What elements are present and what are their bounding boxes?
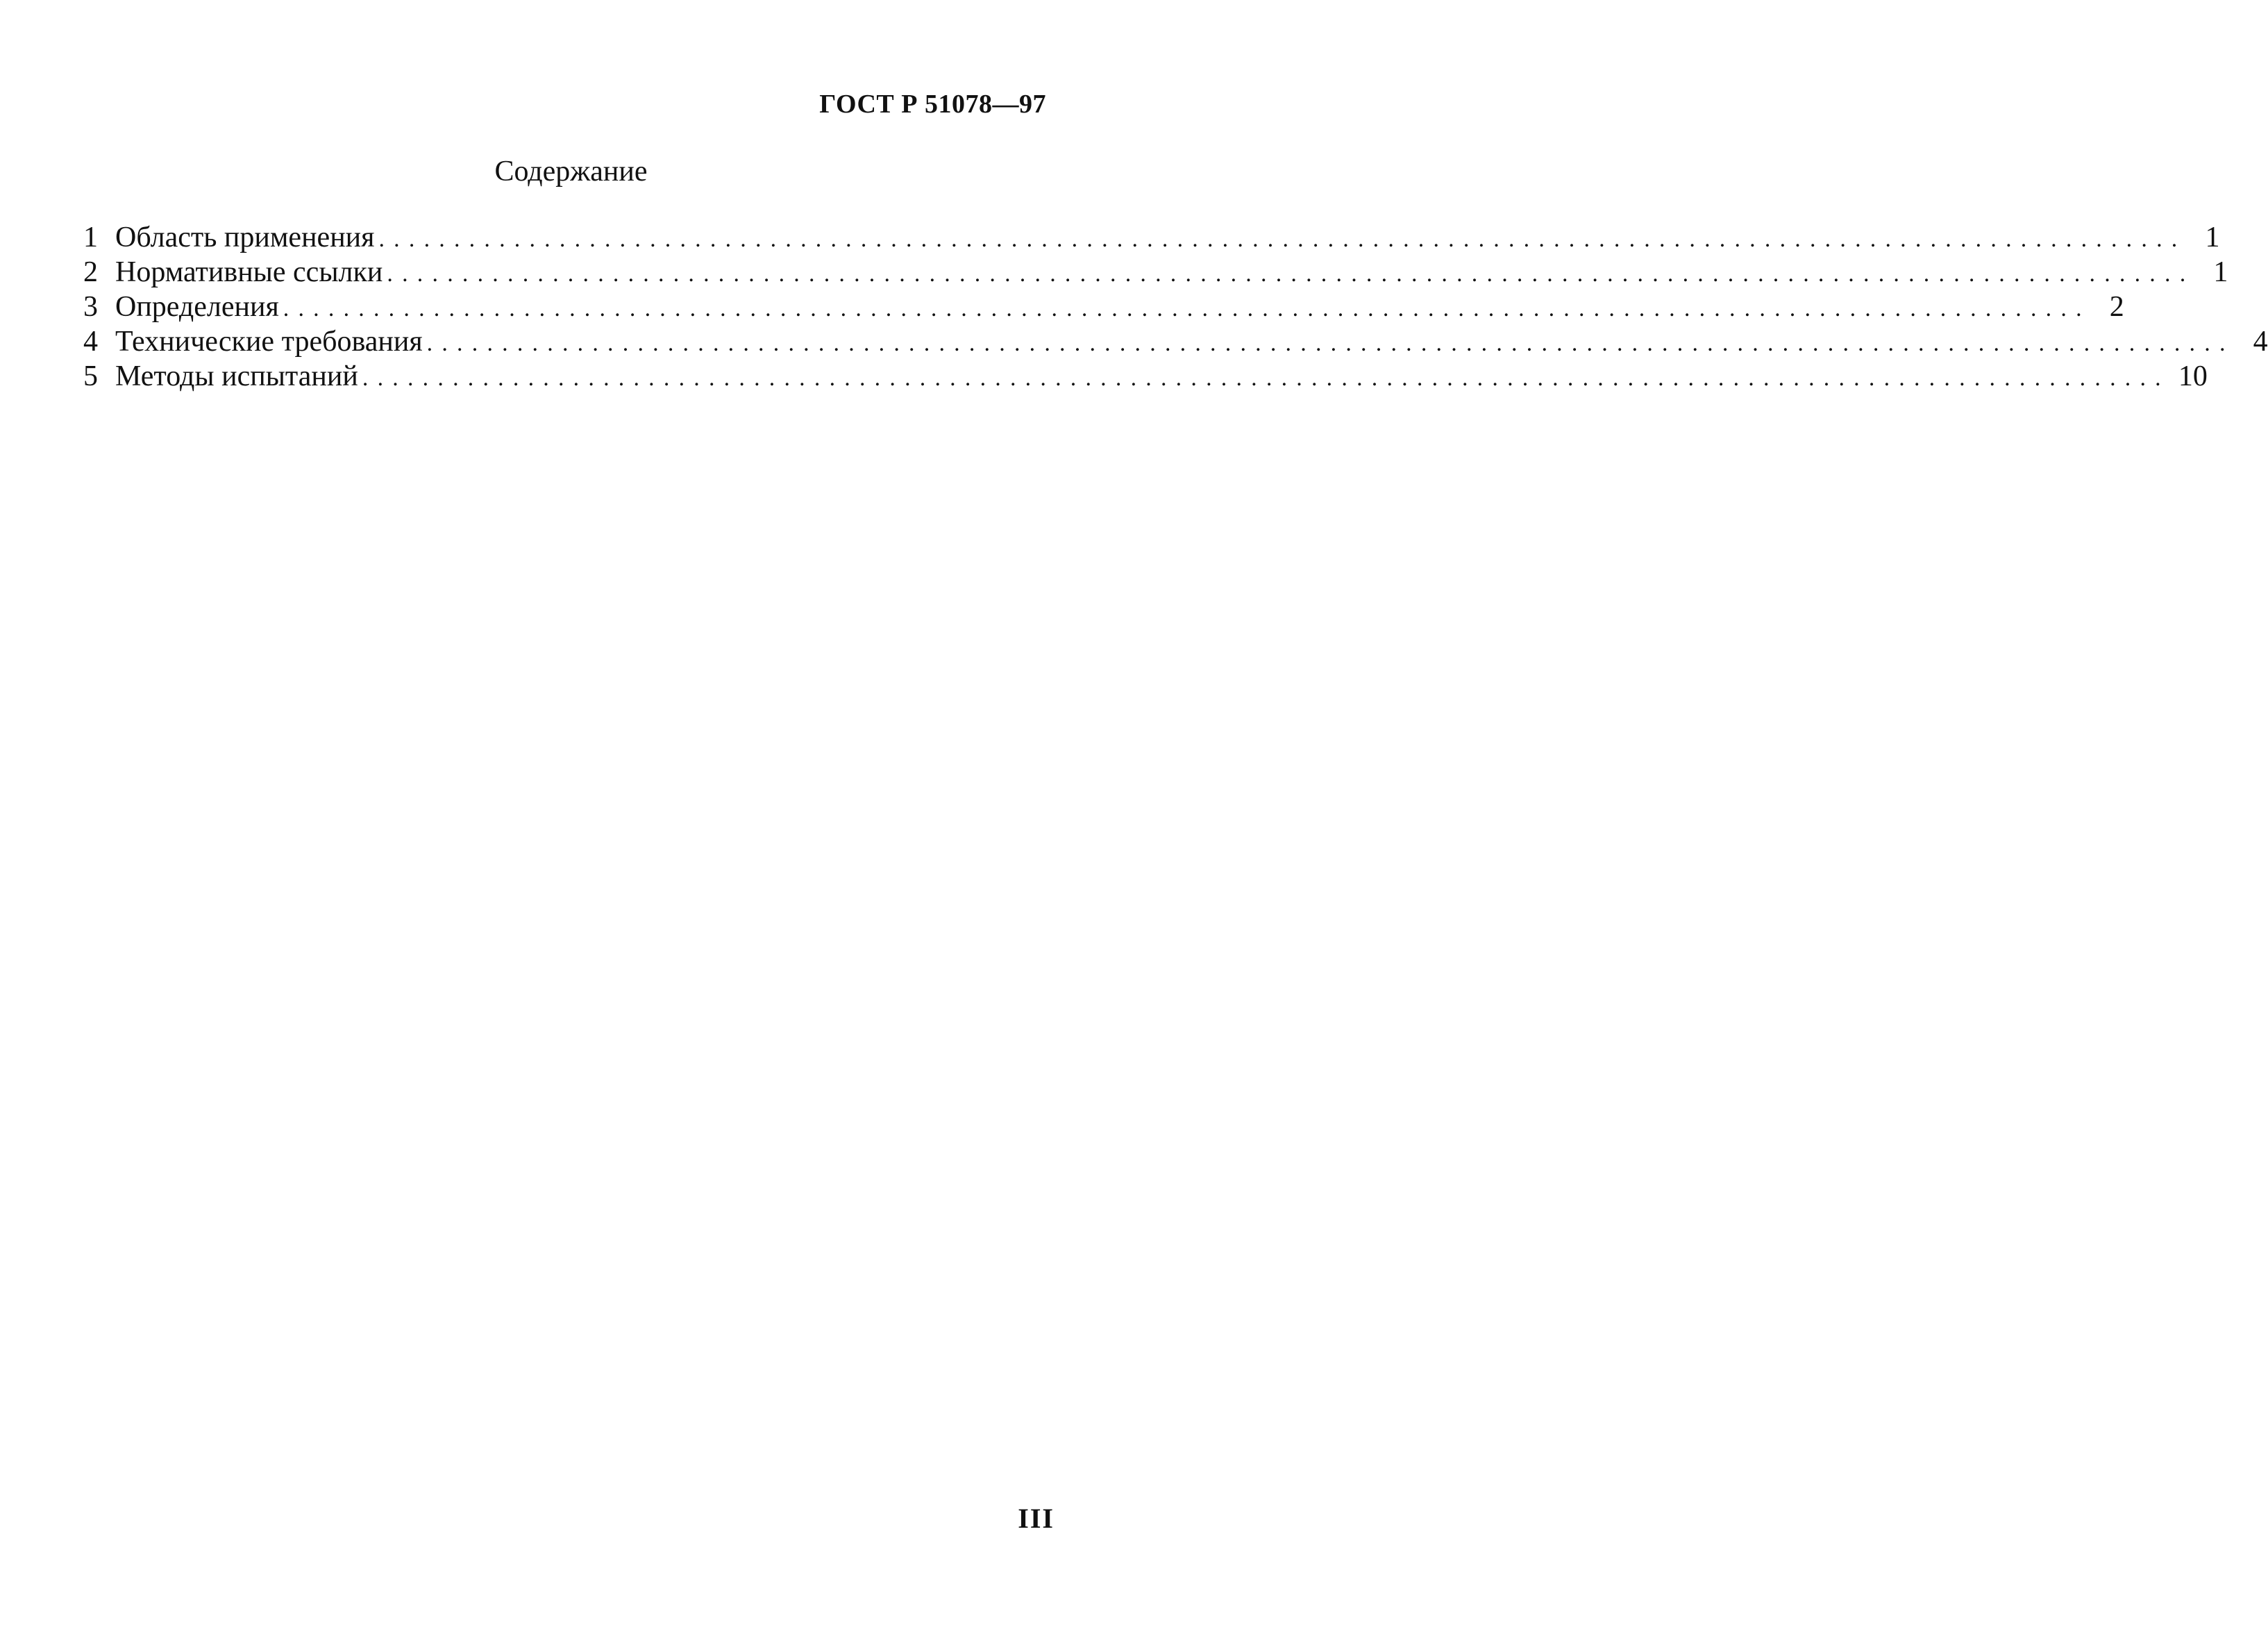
toc-item[interactable] [83,290,2124,324]
toc-dot-leader: ........................................................................................................................ [362,365,2170,391]
toc-item-label: Нормативные ссылки [115,256,383,288]
toc-item-number: 2 [83,256,98,288]
toc-item-page: 4 [2253,326,2268,358]
toc-item-number: 5 [83,360,98,392]
toc-item[interactable] [83,324,2268,359]
toc-item-page: 2 [2109,291,2124,323]
toc-item[interactable] [83,255,2228,290]
toc-dot-leader: ........................................................................................................................ [283,296,2091,322]
toc-item-label: Область применения [115,222,375,253]
document-code: ГОСТ Р 51078—97 [819,90,1046,119]
toc-item-number: 4 [83,326,98,358]
toc-item-page: 1 [2205,222,2220,253]
toc-item[interactable] [83,220,2220,255]
toc-dot-leader: ........................................................................................................................ [387,261,2195,287]
toc-dot-leader: ........................................................................................................................ [426,331,2235,356]
toc-item-number: 1 [83,222,98,253]
toc-title: Содержание [494,156,648,187]
toc-item-number: 3 [83,291,98,323]
table-of-contents [83,220,2268,394]
toc-item[interactable] [83,359,2208,394]
toc-item-page: 10 [2178,360,2208,392]
toc-item-page: 1 [2213,256,2228,288]
toc-dot-leader: ........................................................................................................................ [378,226,2187,252]
toc-item-label: Определения [115,291,279,323]
toc-item-label: Методы испытаний [115,360,358,392]
toc-item-label: Технические требования [115,326,423,358]
page-number: III [1018,1503,1055,1534]
